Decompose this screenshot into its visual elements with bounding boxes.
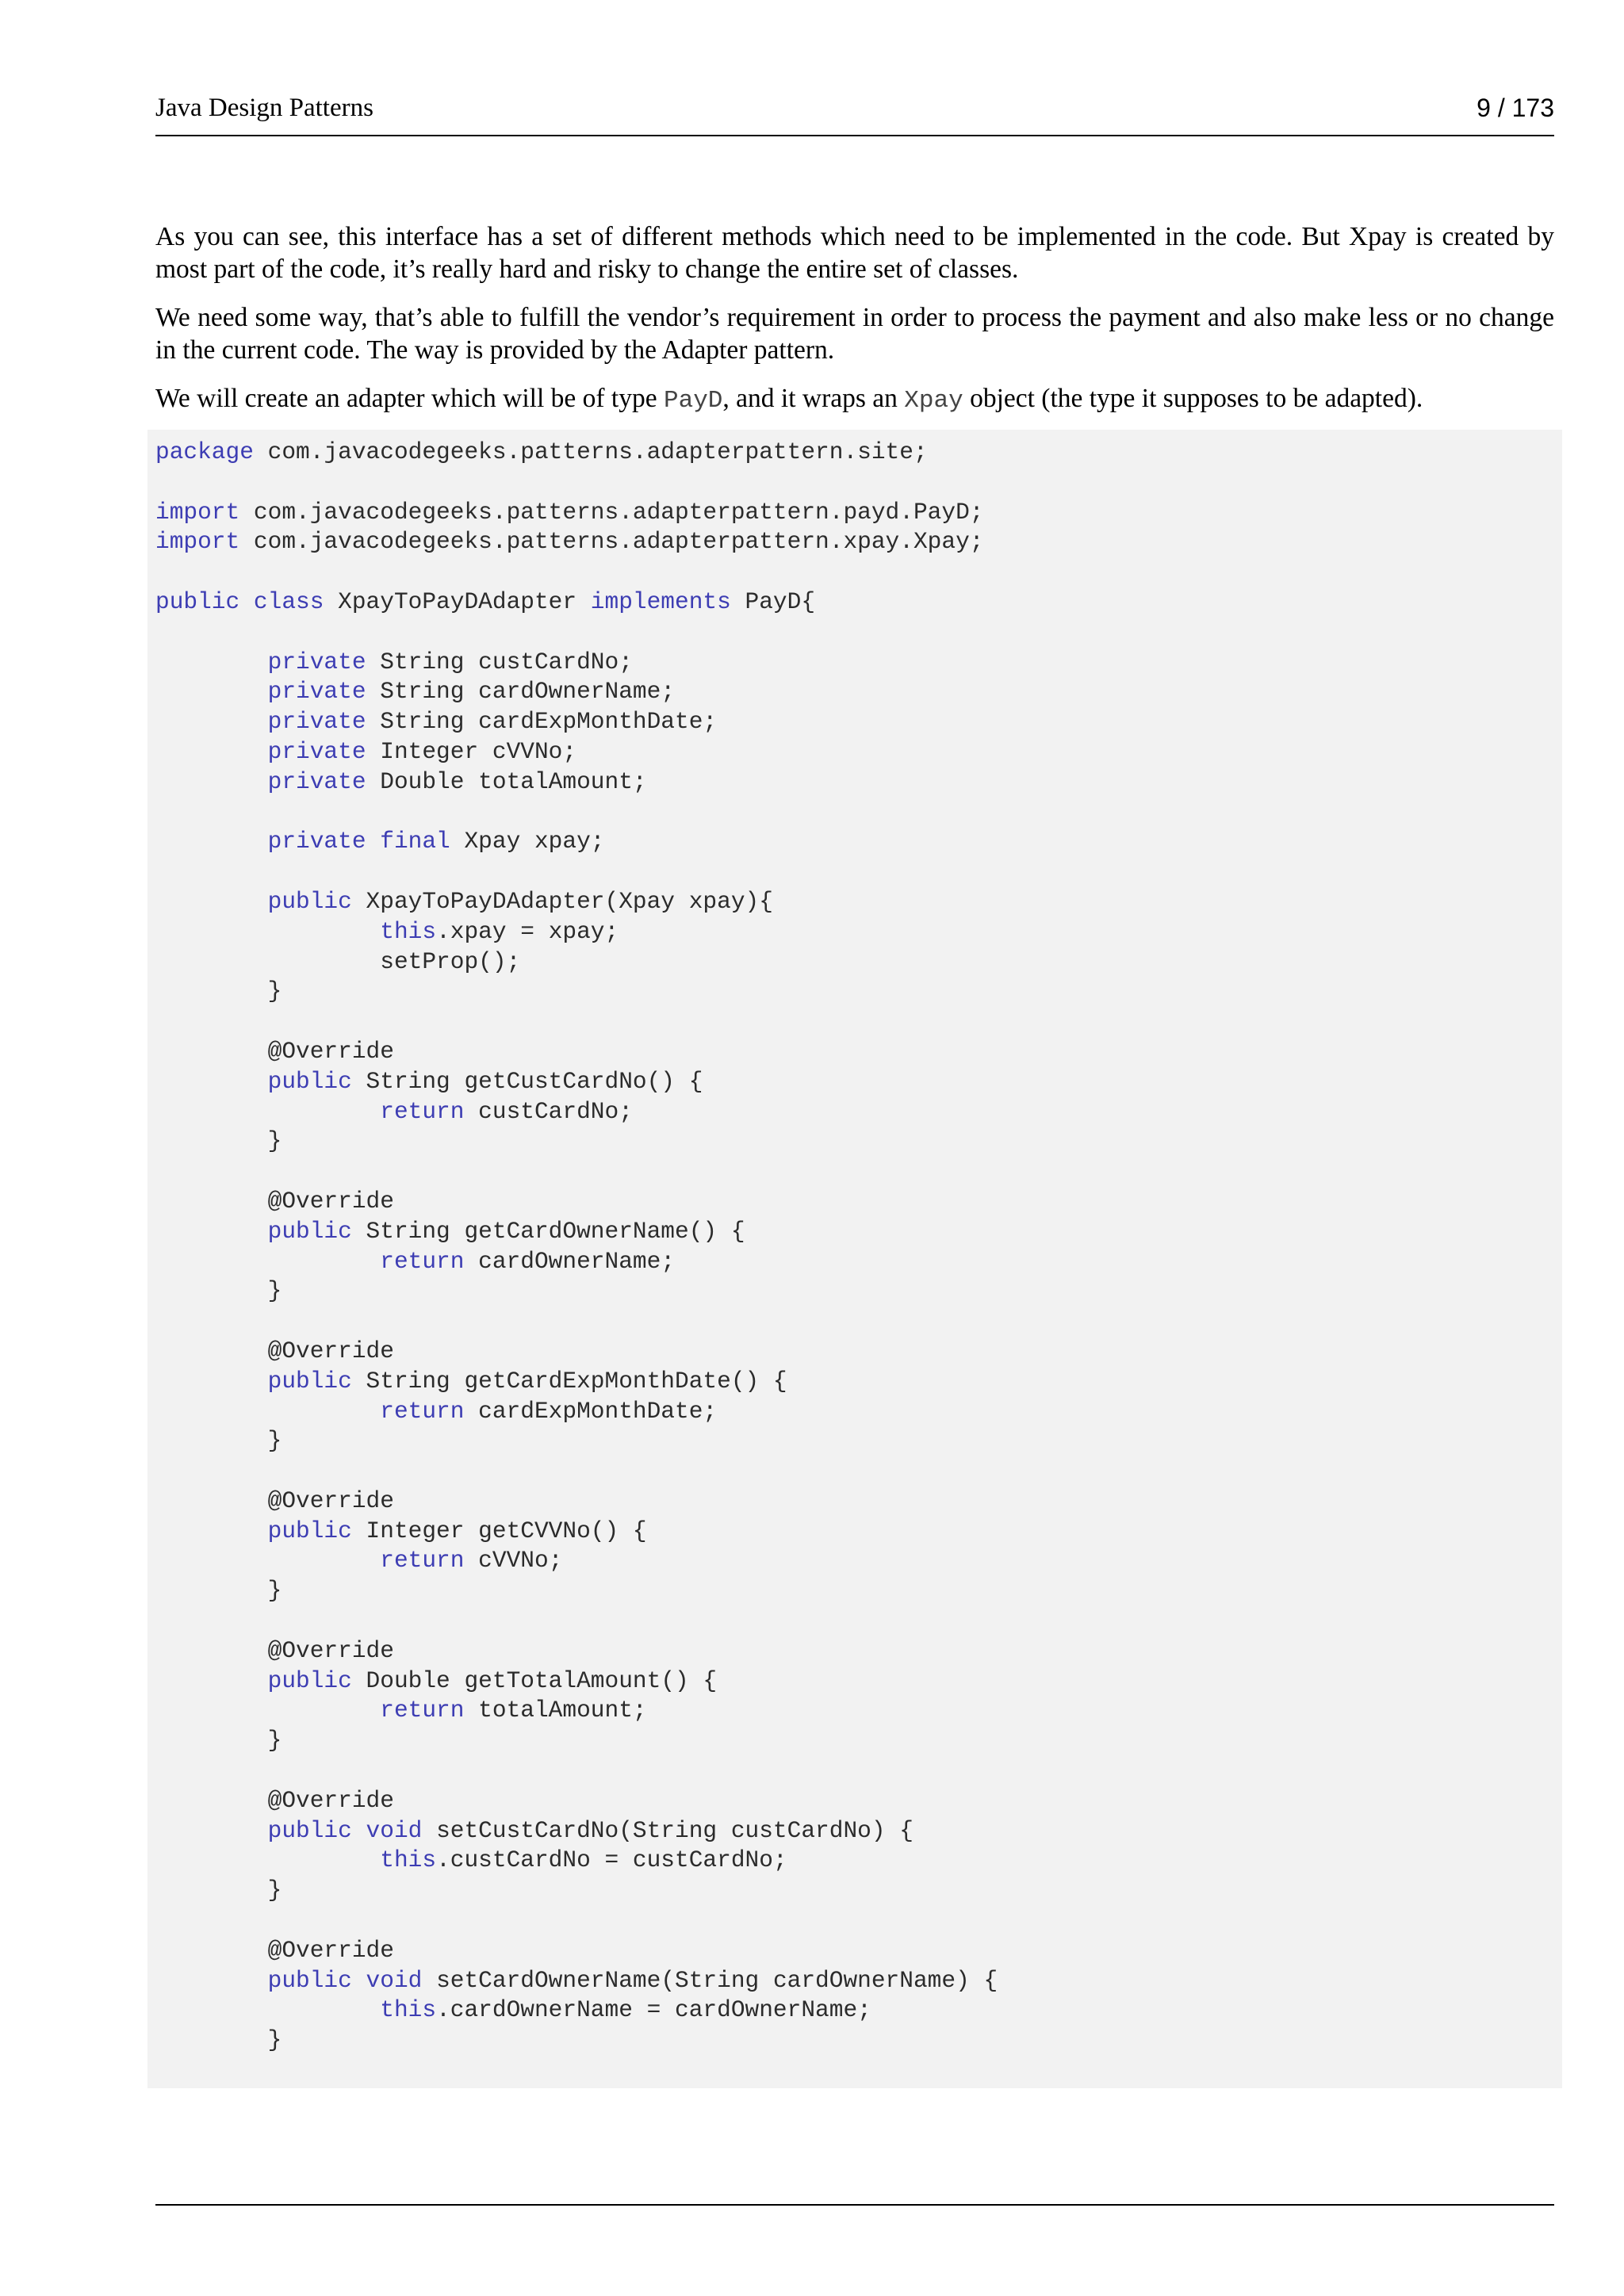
code-line: [155, 1906, 1562, 1936]
code-line: [155, 618, 1562, 648]
code-line: import com.javacodegeeks.patterns.adapterpattern.xpay.Xpay;: [155, 528, 984, 556]
code-line: @Override: [155, 1187, 394, 1215]
code-keyword: return: [380, 1547, 465, 1575]
code-line: }: [155, 1277, 282, 1305]
code-line: return totalAmount;: [380, 1697, 647, 1724]
code-keyword: implements: [590, 587, 731, 615]
code-line: [155, 557, 1562, 587]
code-line: [155, 798, 1562, 828]
code-keyword: private: [267, 708, 366, 736]
code-keyword: public: [267, 1667, 352, 1694]
code-line: private Double totalAmount;: [267, 767, 647, 795]
code-keyword: public: [267, 1217, 352, 1245]
code-line: }: [155, 2026, 282, 2054]
code-line: }: [155, 1127, 282, 1155]
footer-rule: [155, 2204, 1554, 2206]
code-keyword: public: [267, 1966, 352, 1994]
code-line: [155, 468, 1562, 498]
paragraph-text: We will create an adapter which will be of type: [155, 384, 664, 413]
code-keyword: return: [380, 1697, 465, 1724]
code-keyword: void: [366, 1966, 423, 1994]
code-line: import com.javacodegeeks.patterns.adapterpattern.payd.PayD;: [155, 498, 984, 526]
code-line: public String getCardExpMonthDate() {: [267, 1367, 787, 1395]
paragraph: [155, 382, 1554, 417]
code-line: package com.javacodegeeks.patterns.adapterpattern.site;: [155, 438, 928, 465]
code-keyword: this: [380, 1846, 437, 1874]
inline-code: Xpay: [904, 387, 963, 415]
paragraph-text: , and it wraps an: [722, 384, 905, 413]
code-line: private Integer cVVNo;: [267, 737, 577, 765]
code-keyword: class: [253, 587, 324, 615]
code-keyword: public: [267, 1067, 352, 1095]
code-line: return custCardNo;: [380, 1097, 633, 1125]
code-keyword: final: [380, 828, 450, 855]
code-line: this.custCardNo = custCardNo;: [380, 1846, 787, 1874]
code-line: public class XpayToPayDAdapter implements PayD{: [155, 587, 816, 615]
code-line: }: [155, 1427, 282, 1455]
code-keyword: return: [380, 1247, 465, 1275]
code-line: return cardExpMonthDate;: [380, 1397, 718, 1425]
inline-code: PayD: [663, 387, 723, 415]
code-line: public void setCustCardNo(String custCardNo) {: [267, 1816, 914, 1844]
code-line: public Double getTotalAmount() {: [267, 1667, 718, 1694]
code-keyword: private: [267, 828, 366, 855]
code-line: }: [155, 978, 282, 1005]
code-keyword: return: [380, 1097, 465, 1125]
code-line: return cardOwnerName;: [380, 1247, 676, 1275]
code-line: this.xpay = xpay;: [380, 917, 619, 945]
page-header: [155, 94, 1554, 136]
page-number: 9 / 173: [1477, 94, 1554, 122]
code-line: private String custCardNo;: [267, 648, 633, 675]
code-keyword: public: [267, 1816, 352, 1844]
code-line: @Override: [155, 1487, 394, 1514]
code-line: @Override: [155, 1786, 394, 1814]
code-line: @Override: [155, 1936, 394, 1964]
code-keyword: this: [380, 1996, 437, 2024]
code-keyword: public: [267, 887, 352, 915]
code-line: public void setCardOwnerName(String cardOwnerName) {: [267, 1966, 998, 1994]
code-line: this.cardOwnerName = cardOwnerName;: [380, 1996, 871, 2024]
code-block: [147, 430, 1562, 2088]
code-keyword: private: [267, 648, 366, 675]
code-line: private String cardOwnerName;: [267, 678, 676, 706]
paragraph: We need some way, that’s able to fulfill the vendor’s requirement in order to process the payment and also make less or no change in the current code. The way is provided by the Adapter pattern.: [155, 303, 1554, 365]
code-line: }: [155, 1877, 282, 1904]
code-line: setProp();: [380, 947, 521, 975]
code-keyword: private: [267, 737, 366, 765]
code-line: [155, 1606, 1562, 1636]
code-keyword: public: [155, 587, 240, 615]
code-line: @Override: [155, 1337, 394, 1364]
code-keyword: return: [380, 1397, 465, 1425]
code-keyword: private: [267, 678, 366, 706]
code-line: [155, 1456, 1562, 1487]
code-line: [155, 1007, 1562, 1037]
code-line: public String getCustCardNo() {: [267, 1067, 703, 1095]
body-text: [155, 220, 1554, 433]
code-line: public String getCardOwnerName() {: [267, 1217, 745, 1245]
code-line: [155, 1157, 1562, 1187]
code-line: private String cardExpMonthDate;: [267, 708, 718, 736]
code-line: @Override: [155, 1037, 394, 1065]
code-line: private final Xpay xpay;: [267, 828, 605, 855]
code-line: [155, 1307, 1562, 1337]
code-line: [155, 857, 1562, 887]
code-keyword: import: [155, 528, 240, 556]
code-line: }: [155, 1727, 282, 1755]
code-line: public XpayToPayDAdapter(Xpay xpay){: [267, 887, 773, 915]
code-keyword: private: [267, 767, 366, 795]
code-keyword: this: [380, 917, 437, 945]
paragraph: As you can see, this interface has a set of different methods which need to be implemented in the code. But Xpay is created by most part of the code, it’s really hard and risky to change the entire set of classes.: [155, 222, 1554, 284]
code-keyword: import: [155, 498, 240, 526]
code-keyword: package: [155, 438, 254, 465]
paragraph-text: object (the type it supposes to be adapted).: [963, 384, 1423, 413]
document-title: Java Design Patterns: [155, 94, 373, 122]
code-line: return cVVNo;: [380, 1547, 563, 1575]
code-keyword: public: [267, 1517, 352, 1544]
code-line: }: [155, 1577, 282, 1605]
code-keyword: void: [366, 1816, 423, 1844]
code-line: [155, 1756, 1562, 1786]
code-line: public Integer getCVVNo() {: [267, 1517, 647, 1544]
code-keyword: public: [267, 1367, 352, 1395]
code-line: @Override: [155, 1636, 394, 1664]
